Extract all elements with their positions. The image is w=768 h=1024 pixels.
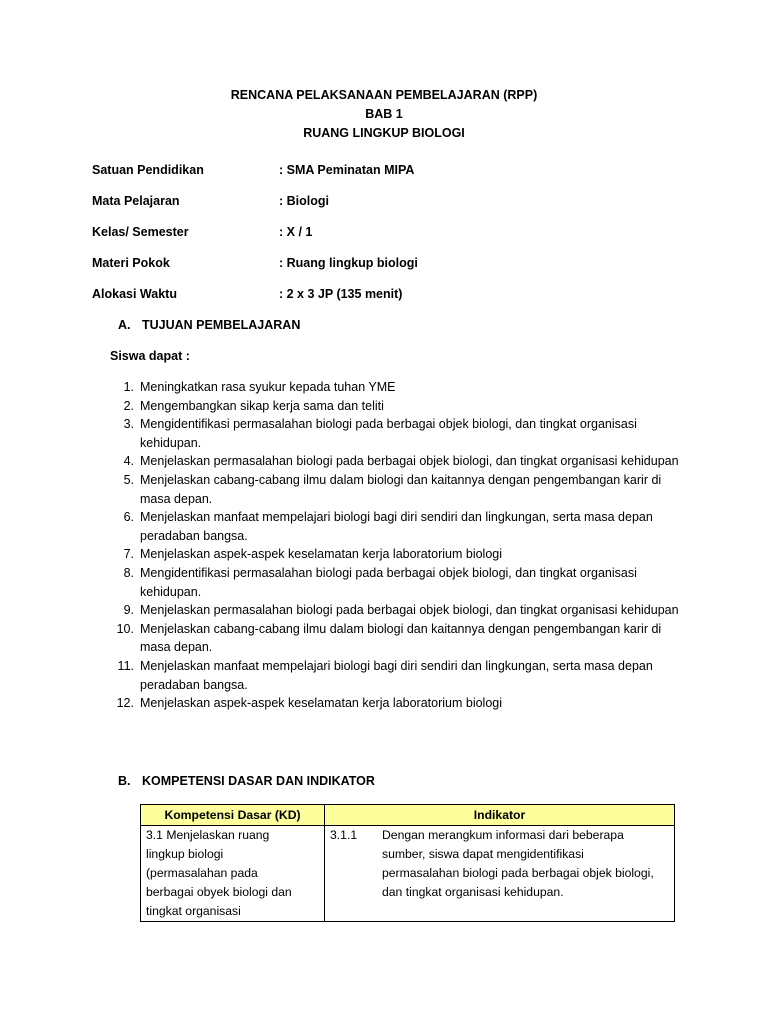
item-text: Menjelaskan manfaat mempelajari biologi bagi diri sendiri dan lingkungan, serta masa depan peradaban bangsa. — [140, 510, 653, 543]
competency-table — [140, 804, 675, 922]
list-item — [110, 694, 680, 713]
item-number: 12. — [116, 696, 134, 711]
list-item — [110, 601, 680, 620]
list-item — [110, 657, 680, 694]
meta-label-alokasi: Alokasi Waktu — [92, 287, 177, 301]
item-number: 1. — [123, 380, 134, 394]
list-item — [110, 452, 680, 471]
item-number: 4. — [123, 454, 134, 469]
item-text: Mengidentifikasi permasalahan biologi pada berbagai objek biologi, dan tingkat organisasi kehidupan. — [140, 417, 637, 450]
meta-value-mapel: : Biologi — [279, 194, 329, 208]
table-header-row — [141, 805, 675, 826]
meta-value-satuan: : SMA Peminatan MIPA — [279, 163, 415, 177]
kd-line: lingkup biologi — [146, 847, 224, 861]
document-title: RENCANA PELAKSANAAN PEMBELAJARAN (RPP) — [230, 88, 538, 102]
item-text: Meningkatkan rasa syukur kepada tuhan YME — [140, 380, 396, 394]
item-number: 7. — [123, 547, 134, 562]
meta-label-materi: Materi Pokok — [92, 256, 170, 270]
kd-line: tingkat organisasi — [146, 904, 241, 918]
list-item — [110, 415, 680, 452]
meta-label-satuan: Satuan Pendidikan — [92, 163, 204, 177]
list-item — [110, 620, 680, 657]
item-text: Mengidentifikasi permasalahan biologi pada berbagai objek biologi, dan tingkat organisasi kehidupan. — [140, 565, 637, 599]
item-text: Menjelaskan permasalahan biologi pada berbagai objek biologi, dan tingkat organisasi kehidupan — [140, 603, 679, 618]
item-number: 11. — [117, 658, 134, 673]
meta-value-kelas: : X / 1 — [279, 225, 313, 239]
item-number: 8. — [123, 565, 134, 580]
chapter-title: RUANG LINGKUP BIOLOGI — [303, 126, 465, 140]
meta-label-kelas: Kelas/ Semester — [92, 225, 189, 239]
item-number: 9. — [123, 603, 134, 618]
section-a-letter: A. — [118, 318, 131, 332]
section-b-title: KOMPETENSI DASAR DAN INDIKATOR — [142, 774, 375, 788]
indicator-number: 3.1.1 — [330, 828, 358, 842]
section-b-letter: B. — [118, 774, 131, 788]
item-text: Menjelaskan cabang-cabang ilmu dalam biologi dan kaitannya dengan pengembangan karir di masa depan. — [140, 621, 662, 655]
item-text: Menjelaskan aspek-aspek keselamatan kerja laboratorium biologi — [140, 696, 502, 711]
item-text: Menjelaskan manfaat mempelajari biologi bagi diri sendiri dan lingkungan, serta masa depan peradaban bangsa. — [140, 658, 653, 692]
list-item — [110, 378, 680, 397]
header-indikator: Indikator — [325, 805, 675, 826]
indicator-line: dan tingkat organisasi kehidupan. — [382, 885, 564, 899]
item-number: 2. — [123, 398, 134, 413]
indicator-line: sumber, siswa dapat mengidentifikasi — [382, 847, 584, 861]
table-row — [141, 826, 675, 922]
objectives-list — [110, 378, 680, 713]
item-number: 5. — [123, 472, 134, 487]
item-number: 6. — [123, 510, 134, 525]
item-number: 10. — [116, 621, 134, 636]
section-a-title: TUJUAN PEMBELAJARAN — [142, 318, 301, 332]
kd-cell — [141, 826, 325, 922]
objectives-intro: Siswa dapat : — [110, 349, 190, 363]
item-number: 3. — [123, 417, 134, 432]
kd-line: berbagai obyek biologi dan — [146, 885, 292, 899]
item-text: Menjelaskan aspek-aspek keselamatan kerja laboratorium biologi — [140, 547, 502, 562]
list-item — [110, 471, 680, 508]
meta-value-alokasi: : 2 x 3 JP (135 menit) — [279, 287, 403, 301]
item-text: Mengembangkan sikap kerja sama dan teliti — [140, 398, 384, 413]
header-kd: Kompetensi Dasar (KD) — [141, 805, 325, 826]
indicator-line: permasalahan biologi pada berbagai objek biologi, — [382, 866, 654, 880]
list-item — [110, 545, 680, 564]
list-item — [110, 397, 680, 416]
item-text: Menjelaskan permasalahan biologi pada berbagai objek biologi, dan tingkat organisasi kehidupan — [140, 454, 679, 469]
meta-label-mapel: Mata Pelajaran — [92, 194, 180, 208]
meta-value-materi: : Ruang lingkup biologi — [279, 256, 418, 270]
kd-line: (permasalahan pada — [146, 866, 258, 880]
list-item — [110, 564, 680, 601]
indicator-cell — [325, 826, 675, 922]
chapter-label: BAB 1 — [365, 107, 403, 121]
kd-line: 3.1 Menjelaskan ruang — [146, 828, 270, 842]
list-item — [110, 508, 680, 545]
indicator-line: Dengan merangkum informasi dari beberapa — [382, 828, 624, 842]
indicator-text — [382, 826, 669, 902]
item-text: Menjelaskan cabang-cabang ilmu dalam biologi dan kaitannya dengan pengembangan karir di masa depan. — [140, 472, 662, 506]
